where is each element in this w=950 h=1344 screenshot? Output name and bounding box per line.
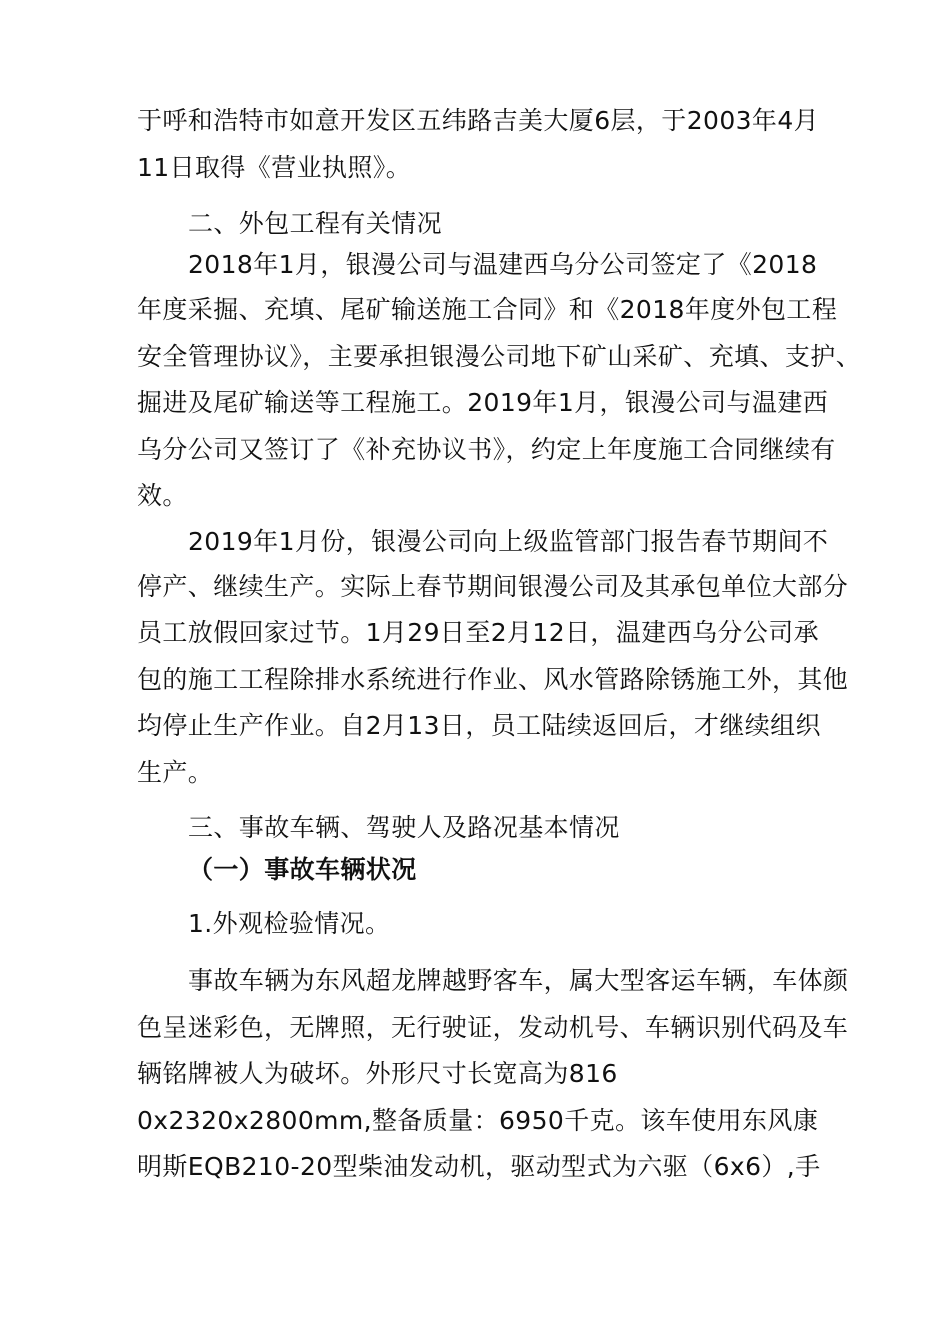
text-line: 员工放假回家过节。1月29日至2月12日，温建西乌分公司承	[137, 618, 820, 647]
text-line: 2019年1月份，银漫公司向上级监管部门报告春节期间不	[188, 527, 829, 556]
section-heading: 二、外包工程有关情况	[188, 209, 443, 238]
text-line: 年度采掘、充填、尾矿输送施工合同》和《2018年度外包工程	[137, 295, 838, 324]
text-line: 于呼和浩特市如意开发区五纬路吉美大厦6层，于2003年4月	[137, 106, 820, 135]
text-line: 11日取得《营业执照》。	[137, 153, 412, 182]
text-line: 明斯EQB210-20型柴油发动机，驱动型式为六驱（6x6）,手	[137, 1152, 821, 1181]
text-line: 掘进及尾矿输送等工程施工。2019年1月，银漫公司与温建西	[137, 388, 829, 417]
text-line: 乌分公司又签订了《补充协议书》，约定上年度施工合同继续有	[137, 435, 836, 464]
subsection-heading: （一）事故车辆状况	[188, 855, 417, 884]
text-line: 事故车辆为东风超龙牌越野客车，属大型客运车辆，车体颜	[188, 966, 849, 995]
text-line: 生产。	[137, 758, 214, 787]
text-line: 0x2320x2800mm,整备质量：6950千克。该车使用东风康	[137, 1106, 819, 1135]
item-heading: 1.外观检验情况。	[188, 909, 391, 938]
text-line: 均停止生产作业。自2月13日，员工陆续返回后，才继续组织	[137, 711, 821, 740]
text-line: 色呈迷彩色，无牌照，无行驶证，发动机号、车辆识别代码及车	[137, 1013, 849, 1042]
text-line: 包的施工工程除排水系统进行作业、风水管路除锈施工外，其他	[137, 665, 849, 694]
text-line: 2018年1月，银漫公司与温建西乌分公司签定了《2018	[188, 250, 818, 279]
section-heading: 三、事故车辆、驾驶人及路况基本情况	[188, 813, 620, 842]
text-line: 效。	[137, 481, 188, 510]
text-line: 停产、继续生产。实际上春节期间银漫公司及其承包单位大部分	[137, 572, 849, 601]
text-line: 辆铭牌被人为破坏。外形尺寸长宽高为816	[137, 1059, 618, 1088]
text-line: 安全管理协议》，主要承担银漫公司地下矿山采矿、充填、支护、	[137, 342, 862, 371]
